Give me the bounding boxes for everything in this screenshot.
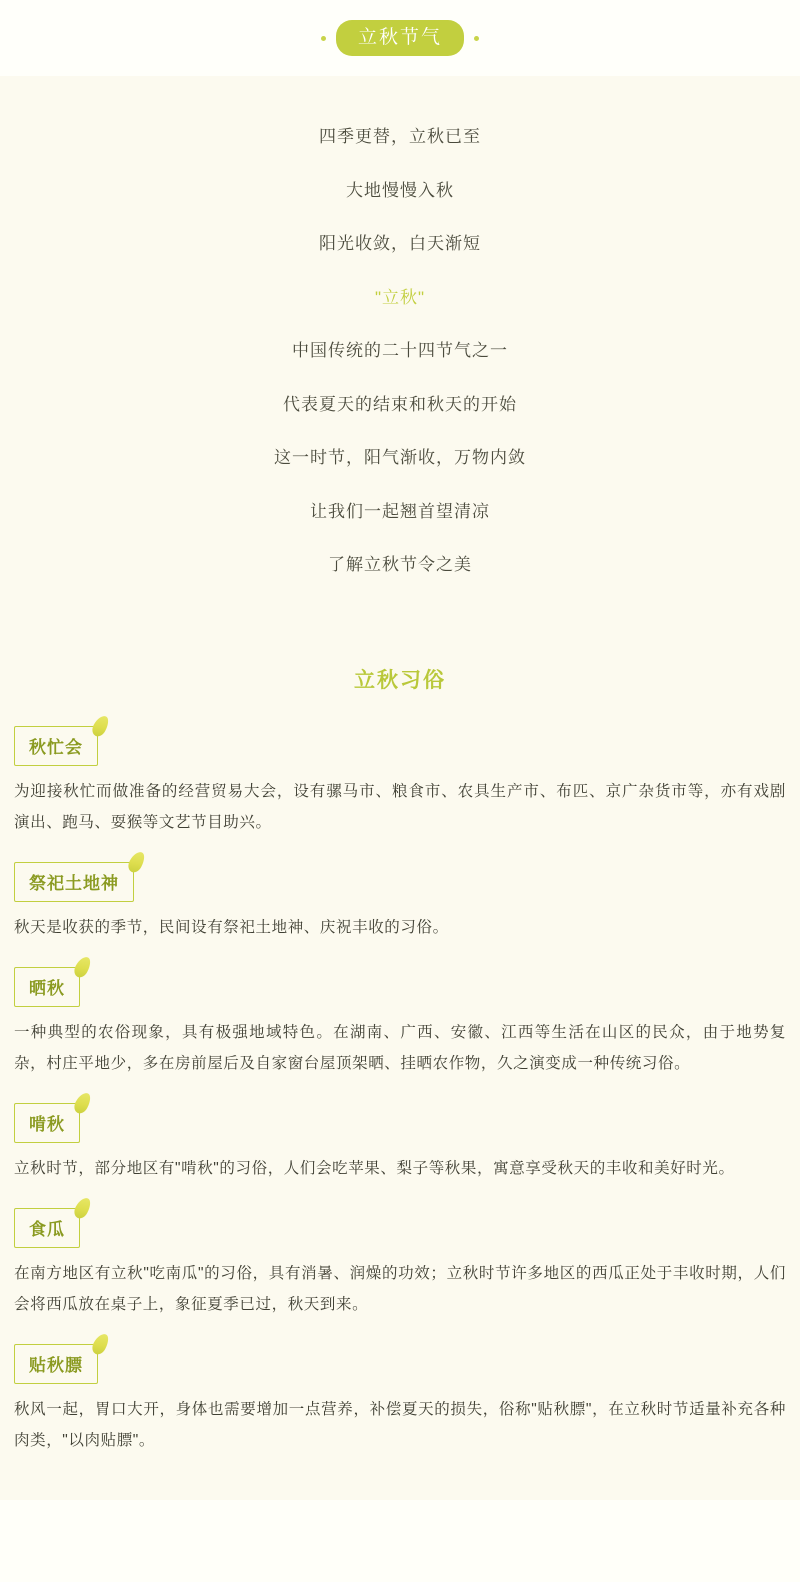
custom-tag-row xyxy=(14,1334,786,1390)
custom-text: 在南方地区有立秋"吃南瓜"的习俗，具有消暑、润燥的功效；立秋时节许多地区的西瓜正处于丰收时期，人们会将西瓜放在桌子上，象征夏季已过，秋天到来。 xyxy=(14,1264,786,1313)
custom-item xyxy=(0,957,800,1093)
intro-line: 中国传统的二十四节气之一 xyxy=(292,341,508,360)
custom-tag: 贴秋膘 xyxy=(14,1344,98,1384)
intro-panel xyxy=(0,76,800,638)
custom-text: 为迎接秋忙而做准备的经营贸易大会，设有骡马市、粮食市、农具生产市、布匹、京广杂货市等，亦有戏剧演出、跑马、耍猴等文艺节目助兴。 xyxy=(14,782,786,831)
custom-tag: 秋忙会 xyxy=(14,726,98,766)
section-title: 立秋习俗 xyxy=(354,668,446,692)
intro-line: 四季更替，立秋已至 xyxy=(319,127,481,146)
intro-line-accent: "立秋" xyxy=(374,287,426,307)
intro-line: 代表夏天的结束和秋天的开始 xyxy=(283,394,517,414)
header-badge-row xyxy=(0,0,800,76)
dot-right-icon xyxy=(474,36,479,41)
custom-text: 一种典型的农俗现象，具有极强地域特色。在湖南、广西、安徽、江西等生活在山区的民众，由于地势复杂，村庄平地少，多在房前屋后及自家窗台屋顶架晒、挂晒农作物，久之演变成一种传统习俗。 xyxy=(14,1023,786,1072)
custom-tag-row xyxy=(14,1198,786,1254)
custom-text: 秋风一起，胃口大开，身体也需要增加一点营养，补偿夏天的损失，俗称"贴秋膘"，在立秋时节适量补充各种肉类，"以肉贴膘"。 xyxy=(14,1400,786,1449)
custom-tag: 啃秋 xyxy=(14,1103,80,1143)
custom-text: 秋天是收获的季节，民间设有祭祀土地神、庆祝丰收的习俗。 xyxy=(14,918,449,936)
dot-left-icon xyxy=(321,36,326,41)
custom-text: 立秋时节，部分地区有"啃秋"的习俗，人们会吃苹果、梨子等秋果，寓意享受秋天的丰收和美好时光。 xyxy=(14,1159,735,1177)
custom-item xyxy=(0,1334,800,1470)
custom-tag: 祭祀土地神 xyxy=(14,862,134,902)
custom-item xyxy=(0,1198,800,1334)
customs-section xyxy=(0,638,800,1500)
custom-tag-row xyxy=(14,852,786,908)
intro-line: 阳光收敛，白天渐短 xyxy=(319,234,481,253)
custom-tag-row xyxy=(14,716,786,772)
custom-tag-row xyxy=(14,1093,786,1149)
custom-item xyxy=(0,716,800,852)
page-title-badge: 立秋节气 xyxy=(336,20,464,56)
custom-item xyxy=(0,852,800,957)
intro-line: 大地慢慢入秋 xyxy=(346,180,454,200)
custom-tag: 晒秋 xyxy=(14,967,80,1007)
intro-line: 了解立秋节令之美 xyxy=(328,555,472,574)
intro-line: 让我们一起翘首望清凉 xyxy=(310,501,490,521)
custom-tag: 食瓜 xyxy=(14,1208,80,1248)
custom-item xyxy=(0,1093,800,1198)
custom-tag-row xyxy=(14,957,786,1013)
badge-wrap xyxy=(321,20,479,56)
intro-line: 这一时节，阳气渐收，万物内敛 xyxy=(274,448,526,467)
